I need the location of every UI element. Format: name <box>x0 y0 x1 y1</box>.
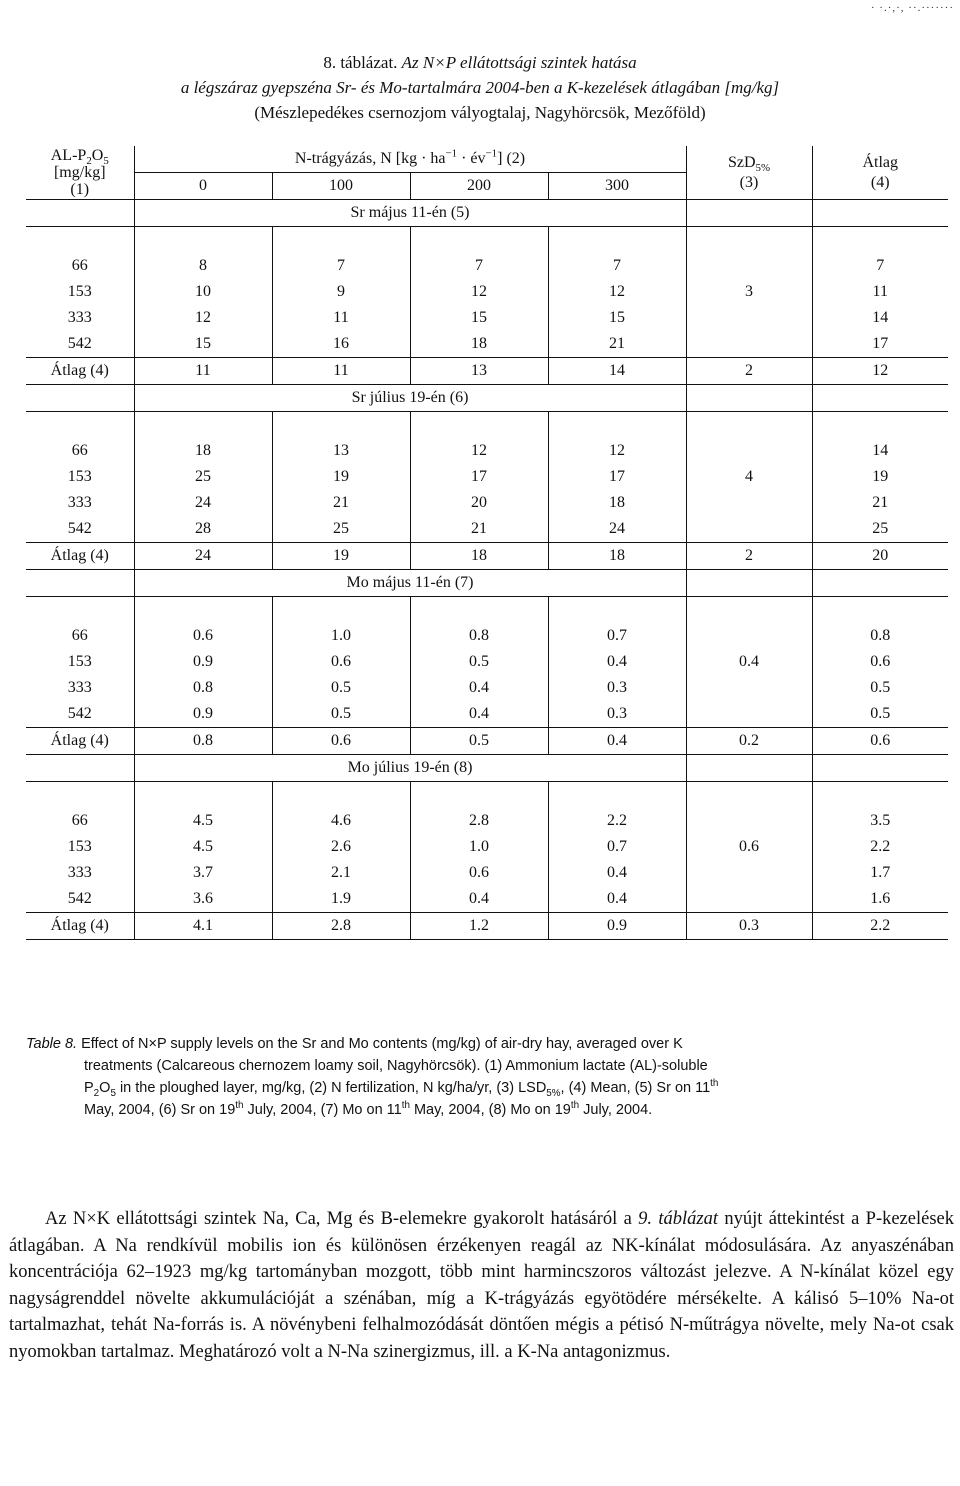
rule-cell <box>686 782 812 809</box>
mean-cell: 0.8 <box>812 623 948 649</box>
table-row <box>26 305 948 331</box>
table-caption-english <box>26 1033 942 1121</box>
lsd-cell <box>686 886 812 913</box>
mean-value-cell: 19 <box>272 543 410 570</box>
grand-mean-cell: 12 <box>812 358 948 385</box>
mean-value-cell: 0.5 <box>410 728 548 755</box>
rule-cell <box>26 412 134 439</box>
p-level-cell: 542 <box>67 890 92 907</box>
table-row <box>26 701 948 728</box>
value-cell: 8 <box>134 253 272 279</box>
rule-cell <box>134 782 272 809</box>
value-cell: 21 <box>548 331 686 358</box>
section-title: Mo július 19-én (8) <box>134 755 686 782</box>
page-top-fragment <box>0 0 960 22</box>
rule-cell <box>134 227 272 254</box>
rule-cell <box>134 412 272 439</box>
value-cell: 11 <box>272 305 410 331</box>
mean-cell: 21 <box>812 490 948 516</box>
mean-cell: 11 <box>812 279 948 305</box>
rule-cell <box>548 597 686 624</box>
lsd-cell <box>686 675 812 701</box>
value-cell: 19 <box>272 464 410 490</box>
mean-row-label: Átlag (4) <box>26 913 134 940</box>
value-cell: 0.3 <box>548 701 686 728</box>
table-row <box>26 253 948 279</box>
p-level-cell: 153 <box>67 838 92 855</box>
n-level-200: 200 <box>410 173 548 200</box>
value-cell: 2.2 <box>548 808 686 834</box>
rule-cell <box>548 227 686 254</box>
value-cell: 1.0 <box>272 623 410 649</box>
rule-cell <box>548 412 686 439</box>
cropped-header-text: · ·.·,·, ··.······· <box>870 2 954 14</box>
value-cell: 0.6 <box>410 860 548 886</box>
value-cell: 15 <box>134 331 272 358</box>
value-cell: 2.6 <box>272 834 410 860</box>
p-level-cell: 153 <box>67 468 92 485</box>
section-header-row <box>26 570 948 597</box>
p-level-cell: 66 <box>71 812 88 829</box>
table-row <box>26 279 948 305</box>
value-cell: 0.8 <box>134 675 272 701</box>
rule-cell <box>26 782 134 809</box>
section-spacer <box>26 200 134 227</box>
rule-cell <box>272 597 410 624</box>
value-cell: 0.5 <box>272 701 410 728</box>
value-cell: 25 <box>134 464 272 490</box>
value-cell: 0.4 <box>410 701 548 728</box>
n-level-0: 0 <box>134 173 272 200</box>
lsd-cell <box>686 516 812 543</box>
rule-cell <box>272 227 410 254</box>
value-cell: 12 <box>548 279 686 305</box>
value-cell: 21 <box>272 490 410 516</box>
lsd-cell <box>686 253 812 279</box>
mean-value-cell: 11 <box>272 358 410 385</box>
lsd-header: SzD$_{5\%}$ (3) <box>686 146 812 200</box>
value-cell: 9 <box>272 279 410 305</box>
p-level-cell: 66 <box>71 257 88 274</box>
value-cell: 13 <box>272 438 410 464</box>
lsd-cell <box>686 808 812 834</box>
p-level-cell: 153 <box>67 653 92 670</box>
p-level-cell: 333 <box>67 864 92 881</box>
mean-value-cell: 11 <box>134 358 272 385</box>
rule-cell <box>26 227 134 254</box>
value-cell: 12 <box>410 438 548 464</box>
grand-mean-cell: 20 <box>812 543 948 570</box>
value-cell: 3.7 <box>134 860 272 886</box>
rule-cell <box>812 597 948 624</box>
table-reference: 9. táblázat <box>638 1209 718 1229</box>
mean-value-cell: 0.9 <box>548 913 686 940</box>
table-row <box>26 808 948 834</box>
grand-mean-cell: 2.2 <box>812 913 948 940</box>
lsd-cell <box>686 305 812 331</box>
mean-value-cell: 0.6 <box>272 728 410 755</box>
caption-title: Az N×P ellátottsági szintek hatása <box>401 53 637 72</box>
value-cell: 0.5 <box>272 675 410 701</box>
table-row <box>26 834 948 860</box>
p-level-cell: 542 <box>67 335 92 352</box>
caption-en-line-3: $P_2O_5$ in the ploughed layer, mg/kg, (2) N fertilization, N kg/ha/yr, (3) $LSD_{5\%}$, (4) Mean, (5) Sr on 11th <box>84 1078 719 1099</box>
caption-line-3: (Mészlepedékes csernozjom vályogtalaj, Nagyhörcsök, Mezőföld) <box>254 103 706 122</box>
mean-row <box>26 358 948 385</box>
section-title: Sr július 19-én (6) <box>134 385 686 412</box>
value-cell: 28 <box>134 516 272 543</box>
value-cell: 15 <box>548 305 686 331</box>
mean-cell: 14 <box>812 438 948 464</box>
table-row <box>26 860 948 886</box>
p-level-cell: 66 <box>71 627 88 644</box>
value-cell: 18 <box>548 490 686 516</box>
mean-cell: 3.5 <box>812 808 948 834</box>
value-cell: 18 <box>410 331 548 358</box>
value-cell: 7 <box>272 253 410 279</box>
value-cell: 20 <box>410 490 548 516</box>
value-cell: 10 <box>134 279 272 305</box>
value-cell: 0.3 <box>548 675 686 701</box>
n-level-100: 100 <box>272 173 410 200</box>
mean-value-cell: 1.2 <box>410 913 548 940</box>
value-cell: 0.4 <box>548 886 686 913</box>
mean-cell: 19 <box>812 464 948 490</box>
p-level-cell: 153 <box>67 283 92 300</box>
value-cell: 0.6 <box>272 649 410 675</box>
lsd-cell: 0.6 <box>686 834 812 860</box>
table-row <box>26 623 948 649</box>
mean-row-label: Átlag (4) <box>26 358 134 385</box>
lsd-cell <box>686 438 812 464</box>
rule-cell <box>272 782 410 809</box>
value-cell: 0.9 <box>134 701 272 728</box>
section-rule <box>26 412 948 439</box>
value-cell: 25 <box>272 516 410 543</box>
value-cell: 7 <box>548 253 686 279</box>
value-cell: 0.7 <box>548 834 686 860</box>
value-cell: 3.6 <box>134 886 272 913</box>
section-spacer-mean <box>812 570 948 597</box>
section-spacer-lsd <box>686 200 812 227</box>
value-cell: 2.8 <box>410 808 548 834</box>
mean-row <box>26 913 948 940</box>
value-cell: 4.6 <box>272 808 410 834</box>
value-cell: 4.5 <box>134 834 272 860</box>
value-cell: 24 <box>134 490 272 516</box>
section-header-row <box>26 385 948 412</box>
p-level-cell: 542 <box>67 520 92 537</box>
mean-cell: 25 <box>812 516 948 543</box>
mean-lsd-cell: 0.3 <box>686 913 812 940</box>
mean-header: Átlag (4) <box>812 146 948 200</box>
mean-value-cell: 4.1 <box>134 913 272 940</box>
section-spacer <box>26 570 134 597</box>
rule-cell <box>410 227 548 254</box>
value-cell: 0.5 <box>410 649 548 675</box>
value-cell: 12 <box>410 279 548 305</box>
table-row <box>26 331 948 358</box>
table-row <box>26 649 948 675</box>
value-cell: 24 <box>548 516 686 543</box>
section-rule <box>26 597 948 624</box>
mean-row-label: Átlag (4) <box>26 728 134 755</box>
section-spacer <box>26 755 134 782</box>
section-title: Mo május 11-én (7) <box>134 570 686 597</box>
section-header-row <box>26 200 948 227</box>
value-cell: 0.4 <box>410 886 548 913</box>
section-spacer-mean <box>812 385 948 412</box>
mean-cell: 7 <box>812 253 948 279</box>
p-level-cell: 333 <box>67 309 92 326</box>
caption-en-line-1: Table 8. Effect of N×P supply levels on the Sr and Mo contents (mg/kg) of air-dry hay, averaged over K <box>26 1036 683 1052</box>
value-cell: 0.4 <box>410 675 548 701</box>
value-cell: 0.6 <box>134 623 272 649</box>
section-spacer-mean <box>812 200 948 227</box>
mean-value-cell: 0.8 <box>134 728 272 755</box>
mean-lsd-cell: 2 <box>686 358 812 385</box>
mean-cell: 17 <box>812 331 948 358</box>
rule-cell <box>686 412 812 439</box>
mean-cell: 0.5 <box>812 701 948 728</box>
mean-value-cell: 13 <box>410 358 548 385</box>
p-level-cell: 542 <box>67 705 92 722</box>
p-level-cell: 66 <box>71 442 88 459</box>
mean-value-cell: 2.8 <box>272 913 410 940</box>
mean-cell: 1.7 <box>812 860 948 886</box>
mean-lsd-cell: 0.2 <box>686 728 812 755</box>
section-rule <box>26 782 948 809</box>
n-level-300: 300 <box>548 173 686 200</box>
data-table <box>26 146 948 940</box>
rule-cell <box>812 412 948 439</box>
mean-value-cell: 14 <box>548 358 686 385</box>
lsd-cell: 4 <box>686 464 812 490</box>
caption-line-1 <box>0 50 960 75</box>
value-cell: 21 <box>410 516 548 543</box>
rule-cell <box>410 412 548 439</box>
rule-cell <box>410 782 548 809</box>
section-spacer-lsd <box>686 385 812 412</box>
rule-cell <box>410 597 548 624</box>
table-row <box>26 886 948 913</box>
rule-cell <box>812 227 948 254</box>
value-cell: 2.1 <box>272 860 410 886</box>
lsd-cell: 0.4 <box>686 649 812 675</box>
value-cell: 7 <box>410 253 548 279</box>
p-level-cell: 333 <box>67 679 92 696</box>
value-cell: 15 <box>410 305 548 331</box>
value-cell: 16 <box>272 331 410 358</box>
table-number: 8. táblázat. <box>323 53 398 72</box>
rule-cell <box>686 597 812 624</box>
table-row <box>26 675 948 701</box>
table-row <box>26 464 948 490</box>
caption-en-line-4: May, 2004, (6) Sr on 19th July, 2004, (7) Mo on 11th May, 2004, (8) Mo on 19th July, 2004. <box>84 1100 653 1118</box>
section-rule <box>26 227 948 254</box>
value-cell: 0.7 <box>548 623 686 649</box>
value-cell: 17 <box>548 464 686 490</box>
mean-cell: 2.2 <box>812 834 948 860</box>
mean-value-cell: 24 <box>134 543 272 570</box>
rule-cell <box>686 227 812 254</box>
mean-row-label: Átlag (4) <box>26 543 134 570</box>
value-cell: 12 <box>134 305 272 331</box>
table-row <box>26 490 948 516</box>
rule-cell <box>134 597 272 624</box>
mean-cell: 14 <box>812 305 948 331</box>
table-caption-hungarian <box>0 50 960 125</box>
section-spacer-lsd <box>686 570 812 597</box>
value-cell: 12 <box>548 438 686 464</box>
n-fertilization-header: N-trágyázás, N [$kg \cdot ha^{-1}$ · $év^{-1}$] (2) <box>134 146 686 173</box>
mean-cell: 0.6 <box>812 649 948 675</box>
value-cell: 0.4 <box>548 649 686 675</box>
lsd-cell <box>686 331 812 358</box>
lsd-cell: 3 <box>686 279 812 305</box>
value-cell: 4.5 <box>134 808 272 834</box>
lsd-cell <box>686 860 812 886</box>
rule-cell <box>26 597 134 624</box>
mean-value-cell: 18 <box>410 543 548 570</box>
value-cell: 0.4 <box>548 860 686 886</box>
rule-cell <box>812 782 948 809</box>
lsd-cell <box>686 490 812 516</box>
table-row <box>26 438 948 464</box>
value-cell: 1.0 <box>410 834 548 860</box>
mean-value-cell: 0.4 <box>548 728 686 755</box>
section-spacer <box>26 385 134 412</box>
p-level-header: $AL-P_2O_5$ [mg/kg] (1) <box>26 146 134 200</box>
value-cell: 0.8 <box>410 623 548 649</box>
mean-row <box>26 728 948 755</box>
value-cell: 18 <box>134 438 272 464</box>
lsd-cell <box>686 623 812 649</box>
rule-cell <box>272 412 410 439</box>
section-spacer-mean <box>812 755 948 782</box>
value-cell: 17 <box>410 464 548 490</box>
lsd-cell <box>686 701 812 728</box>
table-row <box>26 516 948 543</box>
section-title: Sr május 11-én (5) <box>134 200 686 227</box>
value-cell: 0.9 <box>134 649 272 675</box>
value-cell: 1.9 <box>272 886 410 913</box>
mean-cell: 0.5 <box>812 675 948 701</box>
mean-lsd-cell: 2 <box>686 543 812 570</box>
rule-cell <box>548 782 686 809</box>
section-spacer-lsd <box>686 755 812 782</box>
section-header-row <box>26 755 948 782</box>
mean-cell: 1.6 <box>812 886 948 913</box>
p-level-cell: 333 <box>67 494 92 511</box>
grand-mean-cell: 0.6 <box>812 728 948 755</box>
caption-en-line-2: treatments (Calcareous chernozem loamy soil, Nagyhörcsök). (1) Ammonium lactate (AL)-soluble <box>84 1058 708 1074</box>
mean-value-cell: 18 <box>548 543 686 570</box>
mean-row <box>26 543 948 570</box>
body-paragraph: Az N×K ellátottsági szintek Na, Ca, Mg és B-elemekre gyakorolt hatásáról a 9. táblázat nyújt áttekintést a P-kezelések átlagában. A Na rendkívül mobilis ion és különösen érzékenyen reagál az NK-kínálat módosulására. Az anyaszénában koncentrációja 62–1923 mg/kg tartományban mozgott, több mint harmincszoros változást jelezve. A N-kínálat közel egy nagyságrenddel növelte akkumulációját a szénában, míg a K-trágyázás egyötödére mérsékelte. A kálisó 5–10% Na-ot tartalmazhat, tehát Na-forrás is. A növénybeni felhalmozódását döntően mégis a pétisó N-műtrágya növelte, mely Na-ot csak nyomokban tartalmaz. Meghatározó volt a N-Na szinergizmus, ill. a K-Na antagonizmus. <box>9 1209 954 1362</box>
caption-line-2: a légszáraz gyepszéna Sr- és Mo-tartalmára 2004-ben a K-kezelések átlagában [mg/kg] <box>180 78 780 97</box>
